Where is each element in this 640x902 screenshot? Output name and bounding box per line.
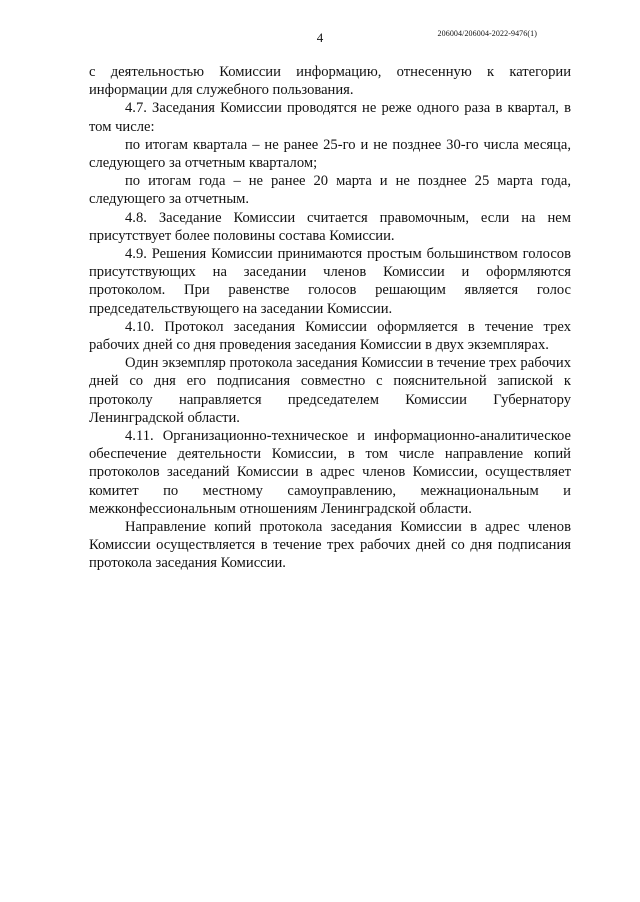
document-body: [89, 63, 571, 573]
paragraph-continuation: с деятельностью Комиссии информацию, отнесенную к категории информации для служебного пользования.: [89, 64, 571, 99]
document-id: 206004/206004-2022-9476(1): [437, 29, 537, 38]
paragraph-4-11-copies: Направление копий протокола заседания Комиссии в адрес членов Комиссии осуществляется в течение трех рабочих дней со дня подписания протокола заседания Комиссии.: [89, 519, 571, 572]
paragraph-4-7-quarter: по итогам квартала – не ранее 25-го и не позднее 30-го числа месяца, следующего за отчетным кварталом;: [89, 136, 571, 172]
paragraph-4-10-copy: Один экземпляр протокола заседания Комиссии в течение трех рабочих дней со дня его подписания совместно с пояснительной запиской к протоколу направляется председателем Комиссии Губернатору Ленинградской области.: [89, 355, 571, 426]
paragraph-4-8: 4.8. Заседание Комиссии считается правомочным, если на нем присутствует более половины состава Комиссии.: [89, 209, 571, 244]
paragraph-4-11: 4.11. Организационно-техническое и информационно-аналитическое обеспечение деятельности Комиссии, в том числе направление копий протоколов заседаний Комиссии в адрес членов Комиссии, осуществляет комитет по местному самоуправлению, межнациональным и межконфессиональным отношениям Ленинградской области.: [89, 428, 571, 517]
paragraph-4-9: 4.9. Решения Комиссии принимаются простым большинством голосов присутствующих на заседании членов Комиссии и оформляются протоколом. При равенстве голосов решающим является голос председательствующего на заседании Комиссии.: [89, 246, 571, 317]
paragraph-4-7-year: по итогам года – не ранее 20 марта и не позднее 25 марта года, следующего за отчетным.: [89, 173, 571, 208]
page-number: 4: [316, 30, 324, 45]
paragraph-4-10: 4.10. Протокол заседания Комиссии оформляется в течение трех рабочих дней со дня проведения заседания Комиссии в двух экземплярах.: [89, 318, 571, 354]
paragraph-4-7: 4.7. Заседания Комиссии проводятся не реже одного раза в квартал, в том числе:: [89, 100, 571, 135]
